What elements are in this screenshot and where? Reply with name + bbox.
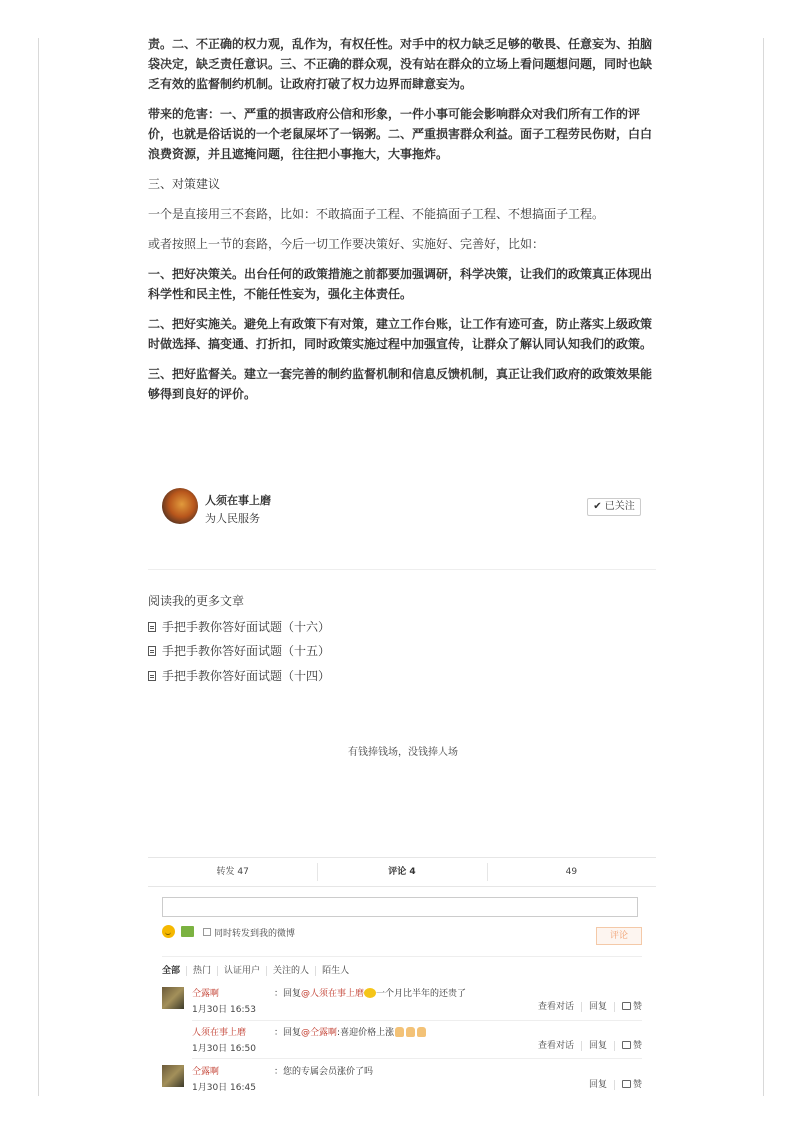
thumbs-up-icon [622, 1080, 631, 1088]
commenter-avatar[interactable] [162, 987, 184, 1009]
view-conversation-link[interactable]: 查看对话 [537, 1002, 574, 1012]
more-article-link[interactable] [148, 667, 330, 684]
article-paragraph: 一、把好决策关。出台任何的政策措施之前都要加强调研，科学决策，让我们的政策真正体现出科学性和民主性，不能任性妄为，强化主体责任。 [148, 267, 653, 301]
tab-like[interactable]: 49 [487, 858, 656, 886]
emoji-icon[interactable] [162, 925, 175, 938]
comment-actions [531, 1002, 642, 1012]
article-paragraph: 或者按照上一节的套路，今后一切工作要决策好、实施好、完善好，比如： [148, 237, 545, 251]
comment-mention[interactable]: @仝露啊 [301, 1028, 338, 1038]
laughing-emoji-icon [364, 988, 376, 998]
reward-tagline: 有钱捧钱场，没钱捧人场 [348, 747, 458, 758]
comment-time: 1月30日 16:45 [192, 1083, 256, 1093]
comment-text: ：您的专属会员涨价了吗 [274, 1067, 374, 1077]
image-upload-icon[interactable] [181, 926, 194, 937]
victory-hand-icon [406, 1027, 415, 1037]
comment-time: 1月30日 16:50 [192, 1044, 256, 1054]
comment-suffix: 一个月比半年的还贵了 [376, 989, 467, 999]
article-paragraph: 责。二、不正确的权力观，乱作为，有权任性。对手中的权力缺乏足够的敬畏、任意妄为、拍脑袋决定，缺乏责任意识。三、不正确的群众观，没有站在群众的立场上看问题想问题，同时也缺乏有效的监督制约机制。让政府打破了权力边界而肆意妄为。 [148, 37, 653, 91]
comment-input[interactable] [162, 897, 638, 917]
filter-divider [162, 956, 642, 957]
article-body [148, 34, 658, 414]
comment-time: 1月30日 16:53 [192, 1005, 256, 1015]
author-name[interactable]: 人须在事上磨 [205, 494, 271, 507]
comment-suffix: :喜迎价格上涨 [337, 1028, 395, 1038]
thumbs-up-icon [622, 1002, 631, 1010]
filter-following[interactable]: 关注的人 [266, 966, 315, 976]
author-card [162, 486, 642, 530]
comment-actions [531, 1041, 642, 1051]
tab-comment[interactable]: 评论 4 [317, 858, 486, 886]
repost-checkbox-label[interactable]: 同时转发到我的微博 [214, 929, 296, 939]
section-divider [148, 569, 656, 570]
article-paragraph: 三、把好监督关。建立一套完善的制约监督机制和信息反馈机制，真正让我们政府的政策效果能够得到良好的评价。 [148, 367, 653, 401]
more-article-title: 手把手教你答好面试题（十五） [162, 644, 331, 658]
article-paragraph: 三、对策建议 [148, 177, 221, 191]
filter-hot[interactable]: 热门 [186, 966, 217, 976]
commenter-name[interactable]: 人须在事上磨 [192, 1028, 247, 1038]
comment-item [162, 1064, 642, 1094]
article-paragraph: 一个是直接用三不套路，比如：不敢搞面子工程、不能搞面子工程、不想搞面子工程。 [148, 207, 605, 221]
more-articles-title: 阅读我的更多文章 [148, 594, 245, 608]
filter-all[interactable]: 全部 [162, 966, 181, 976]
filter-verified[interactable]: 认证用户 [217, 966, 266, 976]
like-label: 赞 [632, 1041, 642, 1051]
commenter-name[interactable]: 仝露啊 [192, 989, 220, 999]
comment-filters [162, 966, 355, 976]
document-icon [148, 646, 156, 656]
like-label: 赞 [632, 1080, 642, 1090]
victory-hand-icon [417, 1027, 426, 1037]
reply-link[interactable]: 回复 [581, 1041, 614, 1051]
tab-repost[interactable]: 转发 47 [216, 867, 249, 877]
more-article-link[interactable] [148, 642, 330, 659]
follow-button[interactable]: ✔ 已关注 [587, 498, 641, 516]
repost-checkbox[interactable] [203, 928, 211, 936]
author-description: 为人民服务 [205, 512, 260, 525]
like-label: 赞 [632, 1002, 642, 1012]
page-frame-right [763, 38, 764, 1096]
more-article-link[interactable] [148, 618, 330, 635]
like-link[interactable] [614, 1080, 642, 1090]
comment-text [274, 986, 466, 999]
comment-divider [192, 1020, 642, 1021]
interaction-tabs [148, 857, 656, 887]
article-paragraph: 带来的危害：一、严重的损害政府公信和形象，一件小事可能会影响群众对我们所有工作的评价，也就是俗话说的一个老鼠屎坏了一锅粥。二、严重损害群众利益。面子工程劳民伤财，白白浪费资源，并且遮掩问题，往往把小事拖大，大事拖炸。 [148, 107, 653, 161]
comment-prefix: ：回复 [274, 989, 302, 999]
like-link[interactable] [614, 1041, 642, 1051]
filter-strangers[interactable]: 陌生人 [315, 966, 355, 976]
document-icon [148, 671, 156, 681]
more-article-title: 手把手教你答好面试题（十四） [162, 669, 331, 683]
comment-actions [582, 1080, 642, 1090]
comment-mention[interactable]: @人须在事上磨 [301, 989, 365, 999]
comment-divider [192, 1058, 642, 1059]
victory-hand-icon [395, 1027, 404, 1037]
page-frame-left [38, 38, 39, 1096]
comment-item [162, 1025, 642, 1055]
like-link[interactable] [614, 1002, 642, 1012]
view-conversation-link[interactable]: 查看对话 [537, 1041, 574, 1051]
document-icon [148, 622, 156, 632]
comment-prefix: ：回复 [274, 1028, 302, 1038]
comment-submit-button[interactable]: 评论 [596, 927, 642, 945]
more-article-title: 手把手教你答好面试题（十六） [162, 620, 331, 634]
comment-text [274, 1025, 427, 1038]
reply-link[interactable]: 回复 [581, 1002, 614, 1012]
thumbs-up-icon [622, 1041, 631, 1049]
reply-link[interactable]: 回复 [588, 1080, 607, 1090]
commenter-avatar[interactable] [162, 1065, 184, 1087]
article-paragraph: 二、把好实施关。避免上有政策下有对策，建立工作台账，让工作有迹可查，防止落实上级政策时做选择、搞变通、打折扣，同时政策实施过程中加强宣传，让群众了解认同认知我们的政策。 [148, 317, 653, 351]
comment-item [162, 986, 642, 1016]
author-avatar[interactable] [162, 488, 198, 524]
commenter-name[interactable]: 仝露啊 [192, 1067, 220, 1077]
